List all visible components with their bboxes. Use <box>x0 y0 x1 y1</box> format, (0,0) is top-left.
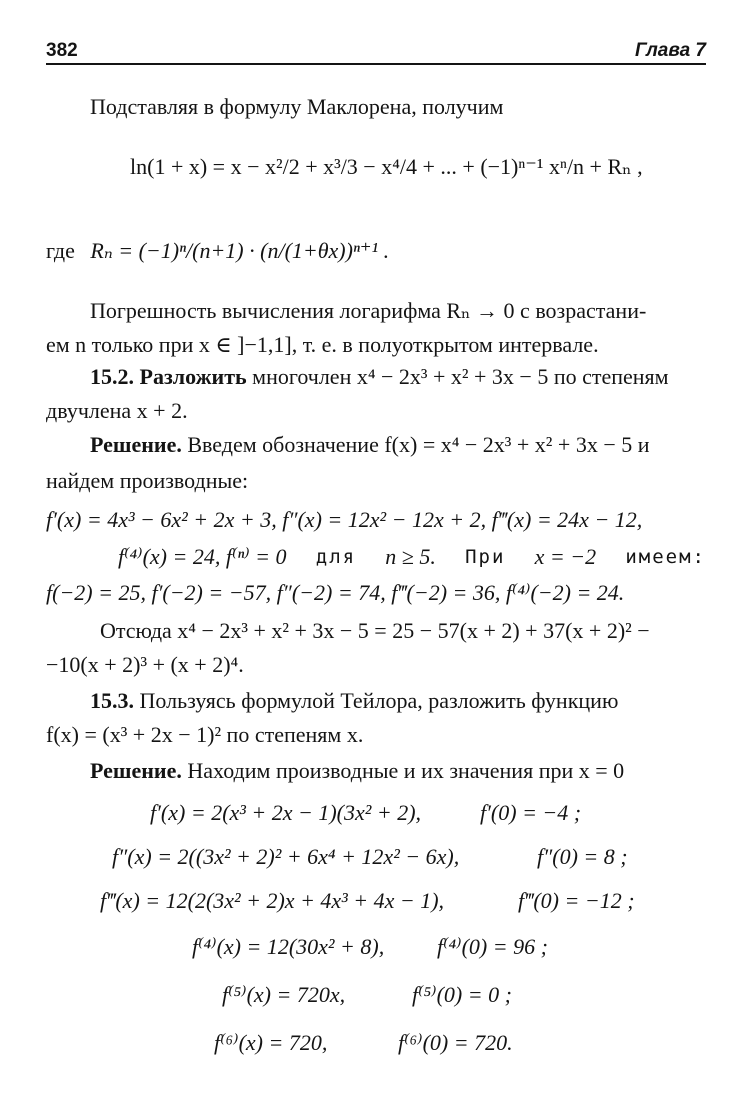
error-line-1: Погрешность вычисления логарифма Rₙ → 0 с возрастани- <box>90 298 647 323</box>
remainder-label: где <box>46 238 75 263</box>
derivative-5-row <box>222 980 602 1010</box>
problem-15-3-text: Пользуясь формулой Тейлора, разложить функцию <box>139 688 619 713</box>
header-rule <box>46 63 706 65</box>
intro-sentence: Подставляя в формулу Маклорена, получим <box>90 94 504 119</box>
solution-15-3-intro: Находим производные и их значения при x = 0 <box>187 758 625 783</box>
values-line: f(−2) = 25, f′(−2) = −57, f″(−2) = 74, f‴(−2) = 36, f⁽⁴⁾(−2) = 24. <box>46 580 625 605</box>
value-6: f⁽⁶⁾(0) = 720. <box>398 1030 513 1055</box>
page-header <box>46 36 706 64</box>
value-5: f⁽⁵⁾(0) = 0 ; <box>412 982 512 1007</box>
maclaurin-formula: ln(1 + x) = x − x²/2 + x³/3 − x⁴/4 + ... + (−1)ⁿ⁻¹ xⁿ/n + Rₙ , <box>130 154 643 179</box>
value-1: f′(0) = −4 ; <box>480 800 582 825</box>
word-for: для <box>315 546 357 568</box>
solution-15-2-line-2: найдем производные: <box>46 468 249 493</box>
derivative-4: f⁽⁴⁾(x) = 12(30x² + 8), <box>192 934 385 959</box>
derivatives-line-1: f′(x) = 4x³ − 6x² + 2x + 3, f″(x) = 12x² − 12x + 2, f‴(x) = 24x − 12, <box>46 507 643 532</box>
derivative-2: f″(x) = 2((3x² + 2)² + 6x⁴ + 12x² − 6x), <box>112 844 460 869</box>
derivative-1-row <box>150 798 670 828</box>
value-3: f‴(0) = −12 ; <box>518 888 635 913</box>
result-line-2: −10(x + 2)³ + (x + 2)⁴. <box>46 652 244 677</box>
result-line-1: Отсюда x⁴ − 2x³ + x² + 3x − 5 = 25 − 57(x + 2) + 37(x + 2)² − <box>100 618 650 643</box>
problem-15-2-line-2: двучлена x + 2. <box>46 398 188 423</box>
problem-15-3-line-2: f(x) = (x³ + 2x − 1)² по степеням x. <box>46 722 364 747</box>
value-4: f⁽⁴⁾(0) = 96 ; <box>437 934 548 959</box>
value-2: f″(0) = 8 ; <box>537 844 628 869</box>
problem-15-2-text: многочлен x⁴ − 2x³ + x² + 3x − 5 по степеням <box>252 364 669 389</box>
word-at: При <box>465 546 506 568</box>
derivative-3-row <box>100 886 690 916</box>
problem-15-2-line-1 <box>90 362 706 392</box>
derivative-2-row <box>112 842 692 872</box>
error-line-2: ем n только при x ∈ ]−1,1], т. е. в полуоткрытом интервале. <box>46 332 599 357</box>
point: x = −2 <box>534 544 597 569</box>
page-number: 382 <box>46 40 78 61</box>
problem-15-3-number: 15.3. <box>90 688 134 713</box>
solution-15-2-intro: Введем обозначение f(x) = x⁴ − 2x³ + x² + 3x − 5 и <box>187 432 650 457</box>
derivatives-line-2 <box>118 542 706 572</box>
solution-15-2-label: Решение. <box>90 432 182 457</box>
derivative-5: f⁽⁵⁾(x) = 720x, <box>222 982 346 1007</box>
condition: n ≥ 5. <box>385 544 436 569</box>
solution-15-3-line-1 <box>90 756 706 786</box>
chapter-title: Глава 7 <box>635 40 706 61</box>
derivative-1: f′(x) = 2(x³ + 2x − 1)(3x² + 2), <box>150 800 422 825</box>
problem-15-3-line-1 <box>90 686 706 716</box>
remainder-row <box>46 236 706 266</box>
derivative-6: f⁽⁶⁾(x) = 720, <box>214 1030 328 1055</box>
solution-15-2-line-1 <box>90 430 706 460</box>
problem-15-2-number: 15.2. <box>90 364 134 389</box>
problem-15-2-keyword: Разложить <box>139 364 247 389</box>
derivative-3: f‴(x) = 12(2(3x² + 2)x + 4x³ + 4x − 1), <box>100 888 445 913</box>
word-have: имеем: <box>625 546 706 568</box>
derivatives-formula: f⁽⁴⁾(x) = 24, f⁽ⁿ⁾ = 0 <box>118 544 287 569</box>
remainder-formula: Rₙ = (−1)ⁿ/(n+1) · (n/(1+θx))ⁿ⁺¹ . <box>90 238 390 263</box>
solution-15-3-label: Решение. <box>90 758 182 783</box>
derivative-4-row <box>192 932 612 962</box>
derivative-6-row <box>214 1028 614 1058</box>
